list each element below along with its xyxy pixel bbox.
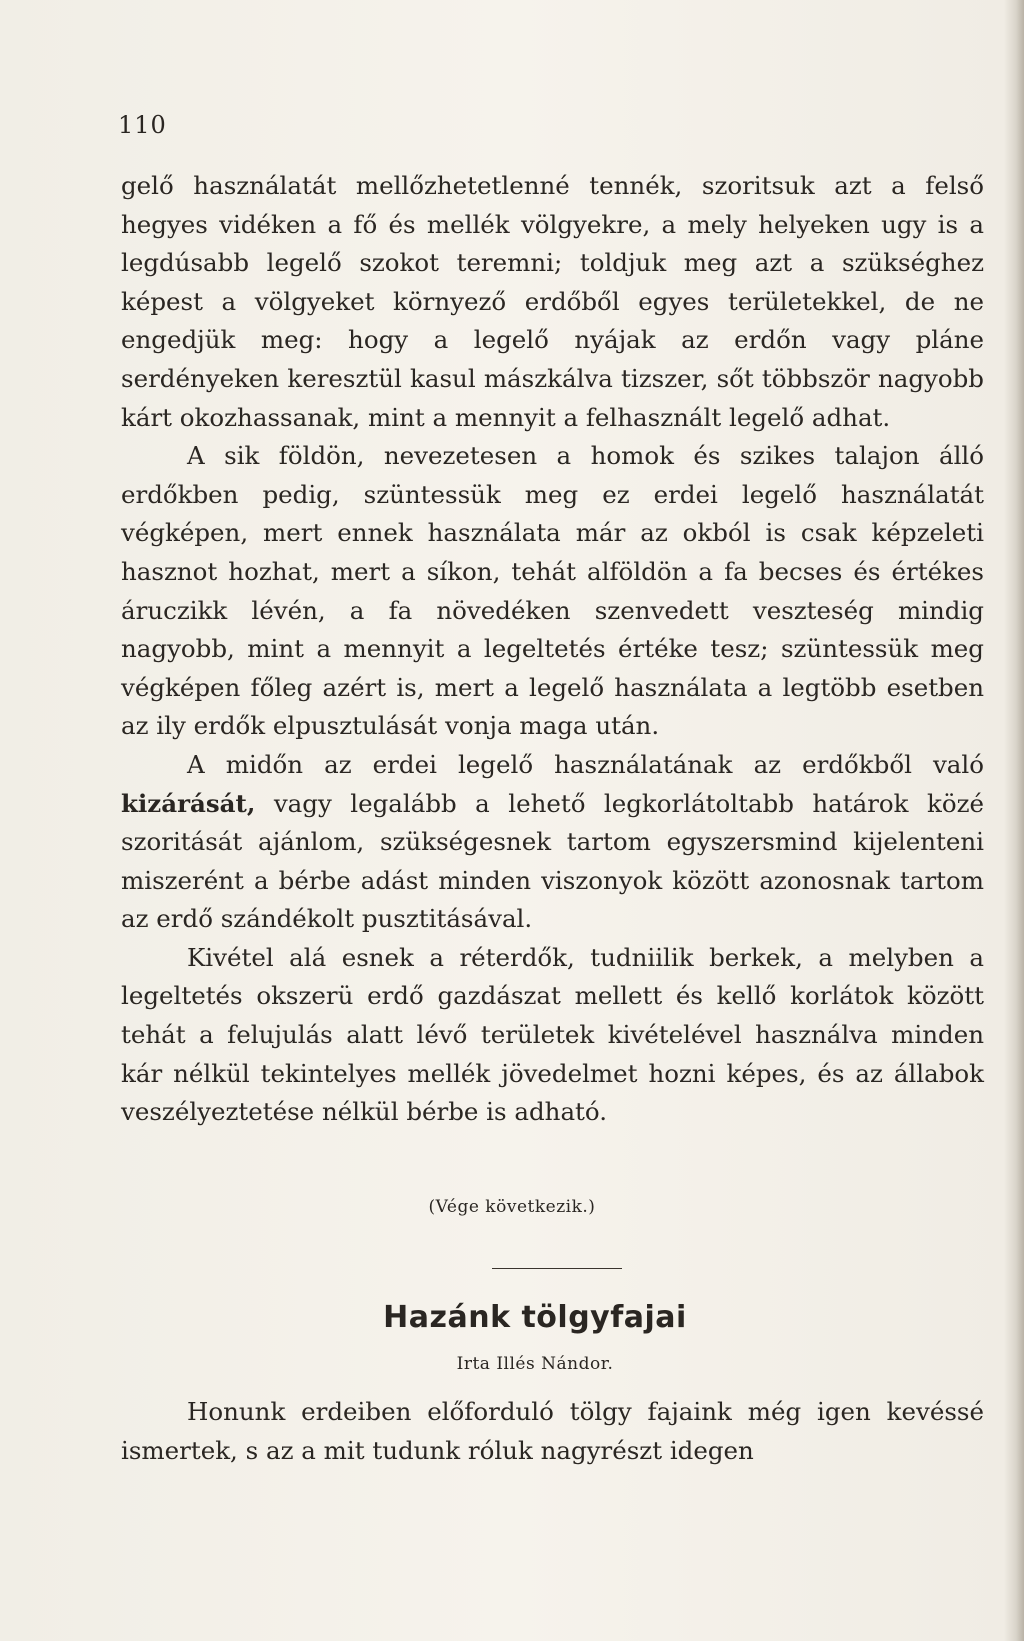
page-number: 110 <box>118 111 167 139</box>
paragraph-2: A sik földön, nevezetesen a homok és szikes talajon álló erdőkben pedig, szüntessük meg ez erdei legelő használatát végképen, mert ennek használata már az okból is csak képzeleti hasznot hozhat, mert a síkon, tehát alföldön a fa becses és értékes áruczikk lévén, a fa növedéken szenvedett veszteség mindig nagyobb, mint a mennyit a legeltetés értéke tesz; szüntessük meg végképen főleg azért is, mert a legelő használata a legtöbb esetben az ily erdők elpusztulását vonja maga után. <box>121 441 984 741</box>
section-divider <box>492 1268 622 1269</box>
article-byline: Irta Illés Nándor. <box>456 1354 614 1374</box>
paragraph-3-rest: vagy legalább a lehető legkorlátoltabb határok közé szoritását ajánlom, szükségesnek tartom egyszersmind kijelenteni miszerént a bérbe adást minden viszonyok között azonosnak tartom az erdő szándékolt pusztitásával. <box>121 788 984 934</box>
paragraph-4: Kivétel alá esnek a réterdők, tudniilik berkek, a melyben a legeltetés okszerü erdő gazdászat mellett és kellő korlátok között tehát a felujulás alatt lévő területek kivételével használva minden kár nélkül tekintelyes mellék jövedelmet hozni képes, és az állabok veszélyeztetése nélkül bérbe is adható. <box>121 942 984 1127</box>
paragraph-1: gelő használatát mellőzhetetlenné tennék, szoritsuk azt a felső hegyes vidéken a fő és mellék völgyekre, a mely helyeken ugy is a legdúsabb legelő szokot teremni; toldjuk meg azt a szükséghez képest a völgyeket környező erdőből egyes területekkel, de ne engedjük meg: hogy a legelő nyájak az erdőn vagy pláne serdényeken keresztül kasul mászkálva tizszer, sőt többször nagyobb kárt okozhassanak, mint a mennyit a felhasznált legelő adhat. <box>121 171 984 432</box>
article-paragraph-1: Honunk erdeiben előforduló tölgy fajaink még igen kevéssé ismertek, s az a mit tudunk róluk nagyrészt idegen <box>121 1397 984 1465</box>
paragraph-3 <box>121 746 984 939</box>
article-title: Hazánk tölgyfajai <box>383 1300 687 1335</box>
paragraph-3-bold: kizárását, <box>121 788 256 818</box>
page-edge-shadow <box>1004 0 1024 1641</box>
article-body-previous <box>121 167 984 1132</box>
article-body-new <box>121 1393 984 1470</box>
continued-note: (Vége következik.) <box>428 1197 596 1217</box>
paragraph-3-lead: A midőn az erdei legelő használatának az erdőkből való <box>187 749 984 779</box>
